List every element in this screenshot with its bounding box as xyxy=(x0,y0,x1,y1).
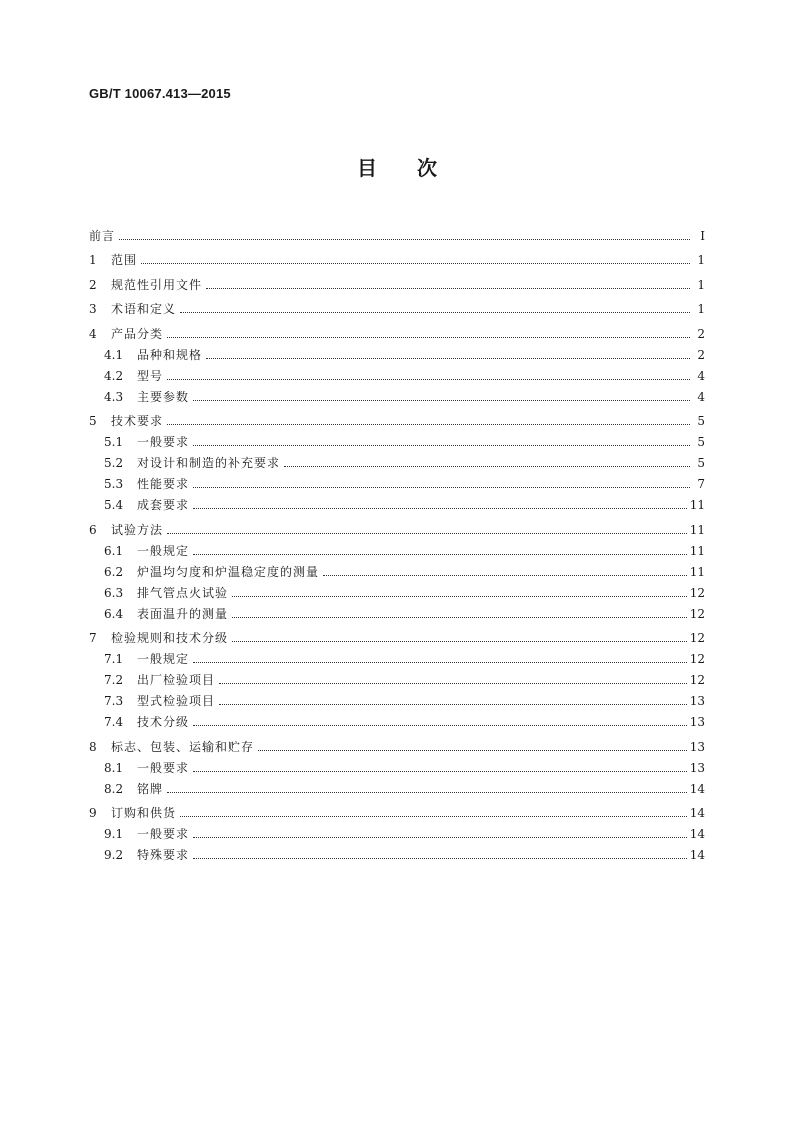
toc-entry-number: 3 xyxy=(89,302,97,316)
toc-dot-leader xyxy=(180,815,687,817)
toc-entry[interactable] xyxy=(104,428,705,449)
toc-entry-label: 订购和供货 xyxy=(111,806,177,820)
toc-entry-page: 5 xyxy=(697,456,705,470)
toc-dot-leader xyxy=(193,836,687,838)
toc-entry-page: 14 xyxy=(689,827,705,841)
toc-entry-label: 技术分级 xyxy=(137,715,190,729)
toc-dot-leader xyxy=(167,336,690,338)
toc-entry[interactable] xyxy=(89,624,705,645)
toc-entry-page: 13 xyxy=(689,739,705,754)
page-title: 目次 xyxy=(357,156,477,180)
toc-entry-number: 7.1 xyxy=(104,652,124,666)
toc-entry-number: 6.2 xyxy=(104,564,124,579)
toc-entry-label: 成套要求 xyxy=(137,498,190,512)
toc-entry-number: 4 xyxy=(89,326,97,341)
toc-entry-label: 型式检验项目 xyxy=(137,694,216,708)
toc-entry-number: 8.1 xyxy=(104,760,124,775)
toc-dot-leader xyxy=(219,703,687,705)
toc-entry-label: 前言 xyxy=(89,228,116,243)
toc-entry[interactable] xyxy=(104,708,705,729)
toc-entry[interactable] xyxy=(89,320,705,341)
toc-dot-leader xyxy=(193,553,687,555)
toc-entry[interactable] xyxy=(104,841,705,862)
toc-entry[interactable] xyxy=(104,775,705,796)
toc-entry-page: 12 xyxy=(689,673,705,687)
toc-entry-page: 4 xyxy=(697,368,705,383)
toc-dot-leader xyxy=(206,357,690,359)
toc-entry[interactable] xyxy=(104,579,705,600)
toc-entry[interactable] xyxy=(89,246,705,267)
toc-entry-label: 主要参数 xyxy=(137,389,190,404)
toc-entry-label: 一般要求 xyxy=(137,760,190,775)
toc-entry-page: 5 xyxy=(697,414,705,428)
toc-entry[interactable] xyxy=(89,271,705,292)
toc-entry-label: 一般规定 xyxy=(137,543,190,558)
toc-entry-page: 12 xyxy=(689,606,705,621)
toc-entry-label: 规范性引用文件 xyxy=(111,277,203,292)
toc-entry-label: 特殊要求 xyxy=(137,848,190,862)
toc-entry[interactable] xyxy=(104,449,705,470)
toc-dot-leader xyxy=(193,399,690,401)
toc-dot-leader xyxy=(258,749,687,751)
toc-dot-leader xyxy=(141,262,690,264)
toc-entry-label: 一般规定 xyxy=(137,652,190,666)
toc-entry-page: 1 xyxy=(697,302,705,316)
toc-entry-number: 9.2 xyxy=(104,848,124,862)
toc-entry[interactable] xyxy=(104,820,705,841)
toc-entry-number: 4.3 xyxy=(104,389,124,404)
toc-entry-label: 型号 xyxy=(137,368,164,383)
toc-entry-label: 出厂检验项目 xyxy=(137,673,216,687)
toc-entry-page: 4 xyxy=(697,389,705,404)
toc-dot-leader xyxy=(119,238,690,240)
toc-entry[interactable] xyxy=(104,383,705,404)
toc-entry[interactable] xyxy=(89,222,705,243)
toc-entry[interactable] xyxy=(89,733,705,754)
toc-dot-leader xyxy=(193,661,687,663)
document-id: GB/T 10067.413—2015 xyxy=(89,86,231,101)
toc-dot-leader xyxy=(232,595,687,597)
toc-entry-page: 13 xyxy=(689,715,705,729)
toc-entry-label: 范围 xyxy=(111,253,138,267)
toc-entry-number: 7 xyxy=(89,631,97,645)
toc-entry-number: 2 xyxy=(89,277,97,292)
toc-entry-label: 试验方法 xyxy=(111,522,164,537)
toc-entry-number: 6 xyxy=(89,522,97,537)
toc-entry[interactable] xyxy=(104,470,705,491)
toc-dot-leader xyxy=(167,532,687,534)
toc-entry[interactable] xyxy=(89,407,705,428)
toc-entry[interactable] xyxy=(104,491,705,512)
toc-entry-number: 6.3 xyxy=(104,585,124,600)
toc-dot-leader xyxy=(180,311,690,313)
toc-dot-leader xyxy=(193,724,687,726)
toc-entry-number: 6.1 xyxy=(104,543,124,558)
toc-entry-page: 11 xyxy=(689,522,705,537)
toc-entry-number: 7.3 xyxy=(104,694,124,708)
toc-dot-leader xyxy=(193,507,687,509)
toc-entry-page: 12 xyxy=(689,652,705,666)
toc-dot-leader xyxy=(206,287,690,289)
toc-entry-label: 产品分类 xyxy=(111,326,164,341)
toc-entry-number: 7.2 xyxy=(104,673,124,687)
toc-dot-leader xyxy=(193,857,687,859)
toc-entry-label: 技术要求 xyxy=(111,414,164,428)
toc-entry[interactable] xyxy=(104,600,705,621)
table-of-contents xyxy=(89,218,705,862)
toc-entry-number: 9 xyxy=(89,806,97,820)
toc-entry-page: 14 xyxy=(689,806,705,820)
toc-entry-number: 5.2 xyxy=(104,456,124,470)
toc-dot-leader xyxy=(193,486,690,488)
toc-entry-label: 品种和规格 xyxy=(137,347,203,362)
toc-entry-number: 4.2 xyxy=(104,368,124,383)
toc-entry-label: 排气管点火试验 xyxy=(137,585,229,600)
toc-entry-label: 一般要求 xyxy=(137,827,190,841)
toc-entry-page: 11 xyxy=(689,543,705,558)
toc-entry-label: 一般要求 xyxy=(137,435,190,449)
toc-entry-page: 13 xyxy=(689,760,705,775)
toc-entry[interactable] xyxy=(104,754,705,775)
toc-entry[interactable] xyxy=(104,341,705,362)
toc-entry-number: 4.1 xyxy=(104,347,124,362)
toc-entry-number: 5.3 xyxy=(104,477,124,491)
toc-entry-page: 11 xyxy=(689,498,705,512)
toc-entry-page: 11 xyxy=(689,564,705,579)
toc-dot-leader xyxy=(193,770,687,772)
toc-entry-label: 对设计和制造的补充要求 xyxy=(137,456,281,470)
toc-entry[interactable] xyxy=(89,516,705,537)
toc-entry[interactable] xyxy=(104,362,705,383)
toc-entry-page: 12 xyxy=(689,631,705,645)
toc-entry-number: 5.1 xyxy=(104,435,124,449)
toc-dot-leader xyxy=(167,378,690,380)
toc-entry[interactable] xyxy=(89,295,705,316)
toc-entry-label: 表面温升的测量 xyxy=(137,606,229,621)
toc-entry-number: 5.4 xyxy=(104,498,124,512)
toc-dot-leader xyxy=(193,444,690,446)
toc-entry-number: 8.2 xyxy=(104,781,124,796)
toc-entry[interactable] xyxy=(89,799,705,820)
toc-entry[interactable] xyxy=(104,558,705,579)
toc-dot-leader xyxy=(232,616,687,618)
toc-entry-number: 1 xyxy=(89,253,97,267)
toc-dot-leader xyxy=(219,682,687,684)
toc-entry-page: 7 xyxy=(697,477,705,491)
toc-dot-leader xyxy=(323,574,687,576)
toc-entry-label: 术语和定义 xyxy=(111,302,177,316)
toc-entry-label: 检验规则和技术分级 xyxy=(111,631,229,645)
toc-entry[interactable] xyxy=(104,666,705,687)
toc-entry-page: 13 xyxy=(689,694,705,708)
toc-entry-page: Ⅰ xyxy=(700,228,705,243)
toc-dot-leader xyxy=(167,791,687,793)
toc-dot-leader xyxy=(284,465,690,467)
toc-entry-label: 铭牌 xyxy=(137,781,164,796)
toc-entry-page: 14 xyxy=(689,848,705,862)
toc-entry-number: 9.1 xyxy=(104,827,124,841)
toc-entry-label: 标志、包装、运输和贮存 xyxy=(111,739,255,754)
toc-entry-number: 7.4 xyxy=(104,715,124,729)
toc-entry-label: 性能要求 xyxy=(137,477,190,491)
toc-entry[interactable] xyxy=(104,645,705,666)
toc-dot-leader xyxy=(167,423,690,425)
toc-entry-page: 1 xyxy=(697,277,705,292)
toc-entry-number: 6.4 xyxy=(104,606,124,621)
toc-entry-page: 5 xyxy=(697,435,705,449)
toc-entry-page: 14 xyxy=(689,781,705,796)
toc-entry-page: 2 xyxy=(697,326,705,341)
toc-entry-label: 炉温均匀度和炉温稳定度的测量 xyxy=(137,564,320,579)
toc-entry[interactable] xyxy=(104,537,705,558)
toc-dot-leader xyxy=(232,640,687,642)
toc-entry-number: 5 xyxy=(89,414,97,428)
toc-entry-page: 12 xyxy=(689,585,705,600)
toc-entry[interactable] xyxy=(104,687,705,708)
toc-entry-number: 8 xyxy=(89,739,97,754)
toc-entry-page: 1 xyxy=(697,253,705,267)
toc-entry-page: 2 xyxy=(697,347,705,362)
